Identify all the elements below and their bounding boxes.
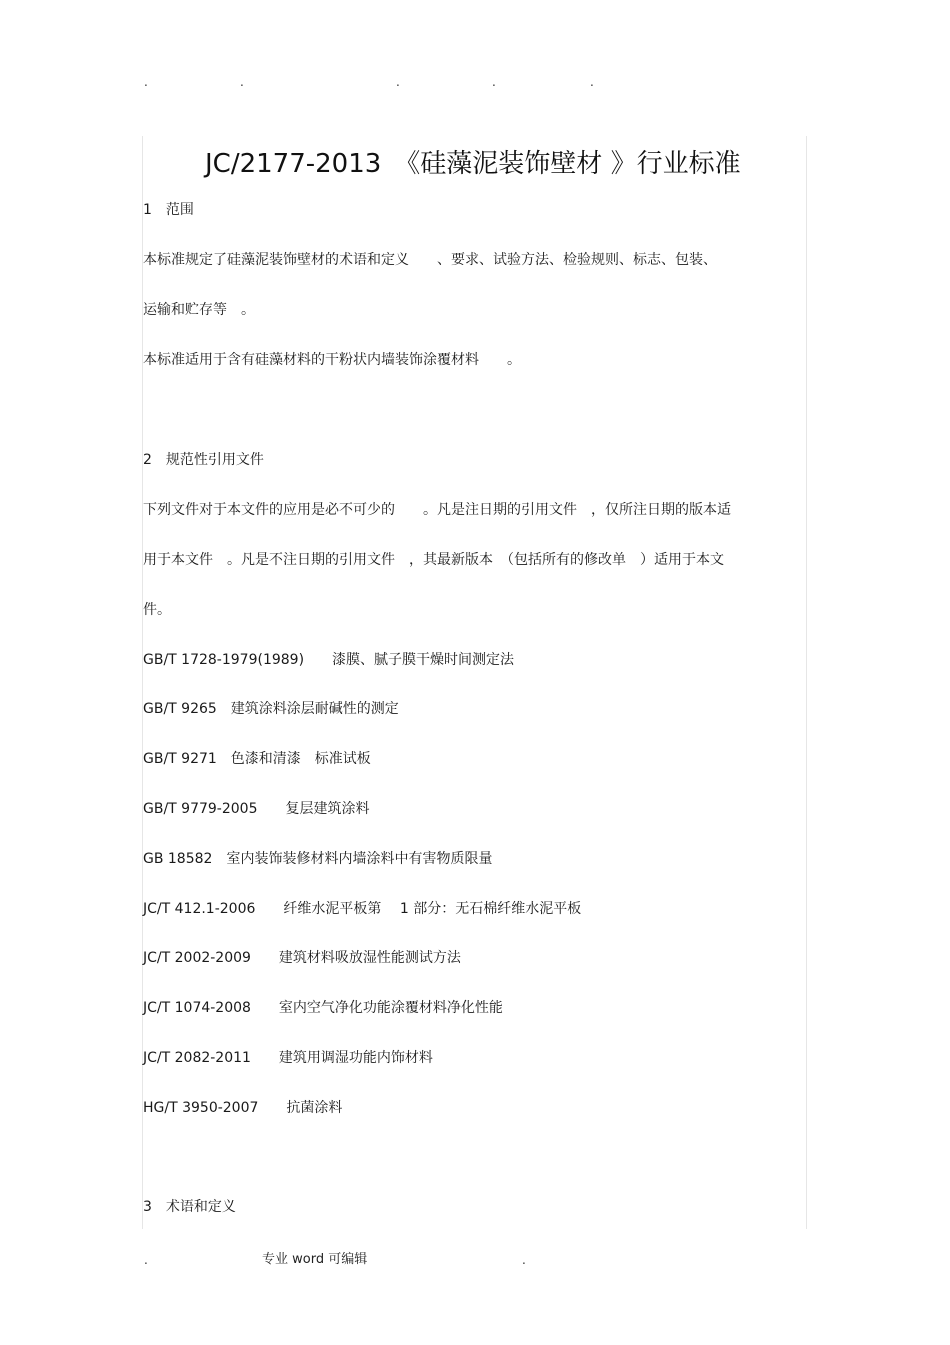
paragraph-line: 本标准适用于含有硅藻材料的干粉状内墙装饰涂覆材料 。 (143, 352, 521, 368)
reference-item: GB/T 9779-2005 复层建筑涂料 (143, 801, 370, 817)
reference-item: JC/T 412.1-2006 纤维水泥平板第 1 部分：无石棉纤维水泥平板 (143, 901, 582, 917)
reference-item: GB/T 1728-1979(1989) 漆膜、腻子膜干燥时间测定法 (143, 652, 515, 668)
reference-item: JC/T 1074-2008 室内空气净化功能涂覆材料净化性能 (143, 1000, 503, 1016)
header-dot-4: . (492, 75, 496, 89)
section-heading-terms-and-definitions: 3 术语和定义 (143, 1199, 236, 1215)
section-heading-scope: 1 范围 (143, 202, 194, 218)
paragraph-line: 运输和贮存等 。 (143, 302, 255, 318)
reference-item: JC/T 2002-2009 建筑材料吸放湿性能测试方法 (143, 950, 461, 966)
header-dot-2: . (240, 75, 244, 89)
document-title: JC/2177-2013 《硅藻泥装饰壁材 》行业标准 (205, 149, 741, 179)
header-dot-1: . (144, 75, 148, 89)
footer-dot-left: . (144, 1253, 148, 1267)
paragraph-line: 件。 (143, 602, 171, 618)
reference-item: GB/T 9265 建筑涂料涂层耐碱性的测定 (143, 701, 399, 717)
reference-item: JC/T 2082-2011 建筑用调湿功能内饰材料 (143, 1050, 433, 1066)
footer-dot-right: . (522, 1253, 526, 1267)
header-dot-5: . (590, 75, 594, 89)
paragraph-line: 用于本文件 。凡是不注日期的引用文件 ，其最新版本 （包括所有的修改单 ）适用于本文 (143, 552, 724, 568)
section-heading-normative-references: 2 规范性引用文件 (143, 452, 264, 468)
reference-item: GB 18582 室内装饰装修材料内墙涂料中有害物质限量 (143, 851, 493, 867)
reference-item: HG/T 3950-2007 抗菌涂料 (143, 1100, 343, 1116)
header-dot-3: . (396, 75, 400, 89)
footer-text: 专业 word 可编辑 (262, 1252, 368, 1267)
paragraph-line: 下列文件对于本文件的应用是必不可少的 。凡是注日期的引用文件 ，仅所注日期的版本适 (143, 502, 731, 518)
paragraph-line: 本标准规定了硅藻泥装饰壁材的术语和定义 、要求、试验方法、检验规则、标志、包装、 (143, 252, 717, 268)
page-frame-right (806, 136, 807, 1229)
reference-item: GB/T 9271 色漆和清漆 标准试板 (143, 751, 371, 767)
